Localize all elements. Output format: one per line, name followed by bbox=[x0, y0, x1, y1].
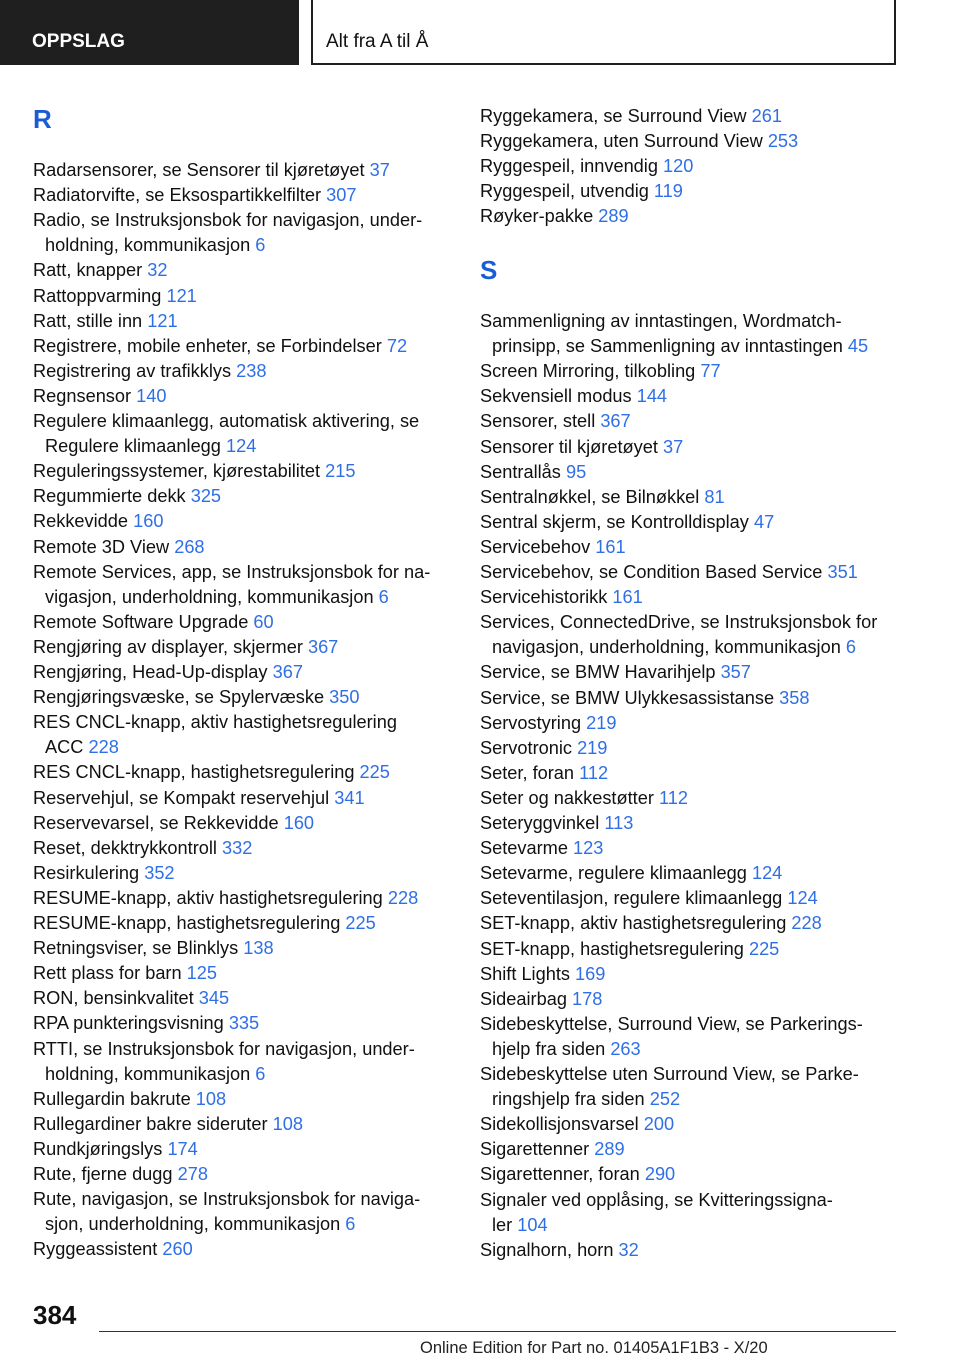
index-entry-text: prinsipp, se Sammenligning av inntastingen 45 bbox=[492, 336, 869, 357]
page-reference-link[interactable]: 289 bbox=[594, 1139, 625, 1160]
index-entry-text: Radarsensorer, se Sensorer til kjøretøyet 37 bbox=[33, 160, 390, 180]
page-reference-link[interactable]: 290 bbox=[644, 1164, 676, 1185]
index-entry-text: Reservevarsel, se Rekkevidde 160 bbox=[33, 812, 315, 833]
page-reference-link[interactable]: 6 bbox=[845, 637, 857, 658]
index-entry-text: Reservehjul, se Kompakt reservehjul 341 bbox=[33, 787, 365, 808]
page-reference-link[interactable]: 37 bbox=[662, 436, 684, 457]
index-entry bbox=[33, 635, 338, 660]
page-reference-link[interactable]: 307 bbox=[326, 185, 357, 206]
index-entry bbox=[33, 309, 178, 334]
index-entry bbox=[33, 158, 390, 183]
index-entry bbox=[480, 911, 822, 936]
index-entry-text: Sentralnøkkel, se Bilnøkkel 81 bbox=[480, 486, 725, 507]
index-entry bbox=[480, 104, 782, 129]
page-reference-link[interactable]: 215 bbox=[325, 461, 356, 482]
index-entry-text: Setevarme, regulere klimaanlegg 124 bbox=[480, 863, 783, 884]
page-reference-link[interactable]: 108 bbox=[272, 1113, 303, 1134]
page-reference-link[interactable]: 6 bbox=[255, 1063, 266, 1084]
page-reference-link[interactable]: 178 bbox=[572, 988, 603, 1009]
index-entry-text: Seter og nakkestøtter 112 bbox=[480, 787, 688, 808]
page-reference-link[interactable]: 121 bbox=[147, 310, 178, 331]
page-reference-link[interactable]: 228 bbox=[88, 737, 119, 758]
index-entry-text: Radiatorvifte, se Eksospartikkelfilter 307 bbox=[33, 185, 357, 206]
index-entry-text: Rattoppvarming 121 bbox=[33, 285, 197, 306]
index-entry-text: RESUME-knapp, hastighetsregulering 225 bbox=[33, 913, 376, 933]
page-reference-link[interactable]: 32 bbox=[618, 1239, 639, 1260]
page-reference-link[interactable]: 81 bbox=[704, 486, 725, 507]
page-reference-link[interactable]: 252 bbox=[649, 1089, 681, 1110]
index-entry-text: Registrering av trafikklys 238 bbox=[33, 360, 267, 381]
index-entry bbox=[33, 710, 397, 760]
index-entry-text: Rengjøring, Head-Up-display 367 bbox=[33, 662, 303, 682]
page-reference-link[interactable]: 113 bbox=[604, 813, 634, 833]
index-entry bbox=[480, 1012, 863, 1062]
index-entry bbox=[33, 811, 314, 836]
page-reference-link[interactable]: 219 bbox=[577, 737, 608, 758]
index-entry bbox=[33, 836, 252, 861]
page-reference-link[interactable]: 352 bbox=[144, 862, 175, 883]
page-reference-link[interactable]: 124 bbox=[787, 888, 818, 909]
page-reference-link[interactable]: 261 bbox=[751, 106, 782, 126]
page-reference-link[interactable]: 263 bbox=[610, 1038, 641, 1059]
index-entry-text: Servicebehov 161 bbox=[480, 536, 626, 557]
index-entry bbox=[480, 1238, 639, 1263]
index-entry bbox=[33, 936, 274, 961]
index-entry bbox=[480, 811, 633, 836]
page-title: Alt fra A til Å bbox=[311, 0, 896, 65]
index-entry-text: Screen Mirroring, tilkobling 77 bbox=[480, 361, 721, 382]
index-entry bbox=[480, 610, 877, 660]
index-entry bbox=[480, 154, 693, 179]
index-entry bbox=[480, 510, 774, 535]
page-reference-link[interactable]: 200 bbox=[643, 1114, 675, 1135]
index-entry bbox=[480, 987, 602, 1012]
index-entry-text: ler 104 bbox=[492, 1214, 548, 1235]
index-entry-text: Rullegardiner bakre sideruter 108 bbox=[33, 1113, 303, 1134]
index-entry bbox=[33, 208, 422, 258]
index-entry-text: RES CNCL-knapp, hastighetsregulering 225 bbox=[33, 762, 390, 783]
page-reference-link[interactable]: 341 bbox=[334, 787, 365, 808]
index-entry bbox=[480, 179, 683, 204]
index-entry bbox=[480, 937, 779, 962]
section-tab: OPPSLAG bbox=[0, 0, 299, 65]
page-reference-link[interactable]: 350 bbox=[329, 687, 360, 708]
page-reference-link[interactable]: 367 bbox=[600, 411, 631, 432]
index-entry-text: Servicebehov, se Condition Based Service 351 bbox=[480, 562, 858, 582]
index-entry-text: Rekkevidde 160 bbox=[33, 511, 164, 532]
index-entry bbox=[33, 685, 360, 710]
index-entry bbox=[480, 1062, 859, 1112]
index-entry bbox=[33, 535, 205, 560]
index-entry bbox=[33, 560, 430, 610]
index-entry bbox=[480, 409, 631, 434]
index-entry bbox=[33, 886, 418, 911]
index-entry-text: Registrere, mobile enheter, se Forbindelser 72 bbox=[33, 335, 408, 356]
index-entry-text: Sensorer til kjøretøyet 37 bbox=[480, 436, 684, 457]
index-entry-text: Sigarettenner, foran 290 bbox=[480, 1164, 676, 1185]
index-entry-text: Sideairbag 178 bbox=[480, 988, 603, 1009]
page-reference-link[interactable]: 47 bbox=[753, 511, 775, 532]
index-entry bbox=[480, 585, 643, 610]
index-entry bbox=[480, 736, 607, 761]
index-entry-text: Rett plass for barn 125 bbox=[33, 963, 218, 984]
page-reference-link[interactable]: 367 bbox=[307, 636, 339, 657]
index-entry bbox=[33, 786, 365, 811]
index-entry-text: RES CNCL-knapp, aktiv hastighetsregulering bbox=[33, 712, 397, 733]
index-entry-text: Service, se BMW Havarihjelp 357 bbox=[480, 662, 751, 683]
page-reference-link[interactable]: 228 bbox=[791, 913, 822, 934]
index-entry-text: Regulere klimaanlegg, automatisk aktivering, se bbox=[33, 411, 420, 431]
index-entry-text: Sammenligning av inntastingen, Wordmatch- bbox=[480, 311, 842, 331]
index-entry-text: Servicehistorikk 161 bbox=[480, 587, 643, 608]
page-reference-link[interactable]: 225 bbox=[345, 913, 376, 933]
page-reference-link[interactable]: 260 bbox=[162, 1239, 193, 1260]
index-entry-text: Shift Lights 169 bbox=[480, 963, 606, 984]
page-reference-link[interactable]: 253 bbox=[767, 131, 799, 152]
index-entry-text: Sidebeskyttelse, Surround View, se Parkerings- bbox=[480, 1013, 863, 1034]
index-entry bbox=[33, 1112, 303, 1137]
index-entry-text: Ryggespeil, innvendig 120 bbox=[480, 156, 694, 177]
page-reference-link[interactable]: 160 bbox=[283, 812, 315, 833]
page-reference-link[interactable]: 268 bbox=[174, 536, 205, 557]
index-entry bbox=[480, 786, 688, 811]
index-entry bbox=[33, 1162, 208, 1187]
index-entry bbox=[480, 129, 798, 154]
index-entry bbox=[480, 962, 605, 987]
index-entry-text: Reset, dekktrykkontroll 332 bbox=[33, 837, 253, 858]
page-reference-link[interactable]: 174 bbox=[167, 1138, 198, 1159]
index-entry-text: Sigarettenner 289 bbox=[480, 1139, 625, 1160]
index-entry bbox=[33, 258, 167, 283]
index-entry bbox=[480, 836, 603, 861]
index-entry bbox=[33, 183, 357, 208]
index-entry bbox=[33, 961, 217, 986]
index-entry-text: Retningsviser, se Blinklys 138 bbox=[33, 938, 274, 959]
index-entry bbox=[480, 1188, 833, 1238]
index-entry bbox=[480, 384, 667, 409]
page-reference-link[interactable]: 125 bbox=[186, 963, 218, 984]
index-entry-text: Regnsensor 140 bbox=[33, 385, 167, 406]
index-entry-text: RESUME-knapp, aktiv hastighetsregulering 228 bbox=[33, 887, 419, 908]
index-entry-text: Rute, fjerne dugg 278 bbox=[33, 1164, 208, 1184]
index-entry-text: Reguleringssystemer, kjørestabilitet 215 bbox=[33, 461, 356, 482]
index-letter-heading: S bbox=[480, 255, 498, 285]
index-entry-text: Røyker-pakke 289 bbox=[480, 206, 629, 227]
index-entry-text: Rute, navigasjon, se Instruksjonsbok for naviga- bbox=[33, 1189, 421, 1210]
index-entry-text: Ryggekamera, uten Surround View 253 bbox=[480, 131, 799, 152]
page-reference-link[interactable]: 357 bbox=[720, 662, 751, 683]
index-entry bbox=[33, 911, 376, 936]
index-entry-text: SET-knapp, aktiv hastighetsregulering 228 bbox=[480, 913, 822, 934]
page-reference-link[interactable]: 144 bbox=[636, 386, 668, 407]
index-entry-text: Sekvensiell modus 144 bbox=[480, 386, 668, 407]
index-entry bbox=[33, 660, 303, 685]
index-entry-text: vigasjon, underholdning, kommunikasjon 6 bbox=[45, 586, 389, 607]
index-entry-text: Ratt, stille inn 121 bbox=[33, 310, 178, 331]
index-entry bbox=[33, 1037, 415, 1087]
index-entry bbox=[33, 284, 197, 309]
index-entry-text: Remote 3D View 268 bbox=[33, 536, 205, 557]
index-entry-text: holdning, kommunikasjon 6 bbox=[45, 235, 266, 256]
index-entry bbox=[480, 686, 810, 711]
page-reference-link[interactable]: 37 bbox=[369, 160, 390, 180]
page-reference-link[interactable]: 345 bbox=[198, 988, 230, 1009]
index-entry-text: Seteventilasjon, regulere klimaanlegg 124 bbox=[480, 888, 818, 909]
index-entry bbox=[480, 886, 818, 911]
page-reference-link[interactable]: 6 bbox=[345, 1214, 356, 1235]
index-entry bbox=[480, 1162, 675, 1187]
page-reference-link[interactable]: 108 bbox=[195, 1088, 227, 1109]
index-entry bbox=[480, 560, 858, 585]
index-entry bbox=[480, 309, 868, 359]
index-entry-text: Remote Software Upgrade 60 bbox=[33, 611, 274, 632]
index-entry-text: Service, se BMW Ulykkesassistanse 358 bbox=[480, 687, 810, 708]
index-entry-text: Rullegardin bakrute 108 bbox=[33, 1088, 227, 1109]
index-entry bbox=[33, 484, 221, 509]
index-entry-text: ACC 228 bbox=[45, 737, 119, 758]
page-reference-link[interactable]: 60 bbox=[253, 611, 274, 632]
page-reference-link[interactable]: 138 bbox=[243, 938, 274, 959]
page-reference-link[interactable]: 123 bbox=[573, 838, 604, 859]
index-entry-text: navigasjon, underholdning, kommunikasjon 6 bbox=[492, 637, 857, 658]
index-entry bbox=[33, 610, 274, 635]
page-reference-link[interactable]: 112 bbox=[579, 762, 609, 783]
index-entry bbox=[480, 204, 629, 229]
index-entry-text: Signalhorn, horn 32 bbox=[480, 1239, 639, 1260]
index-entry-text: hjelp fra siden 263 bbox=[492, 1038, 641, 1059]
page-reference-link[interactable]: 358 bbox=[779, 687, 810, 708]
index-entry bbox=[33, 509, 163, 534]
index-entry-text: Sidekollisjonsvarsel 200 bbox=[480, 1114, 675, 1135]
index-entry-text: ringshjelp fra siden 252 bbox=[492, 1089, 681, 1110]
page-reference-link[interactable]: 228 bbox=[387, 887, 419, 908]
index-entry-text: RTTI, se Instruksjonsbok for navigasjon, under- bbox=[33, 1038, 415, 1059]
page-reference-link[interactable]: 77 bbox=[700, 361, 721, 382]
index-entry-text: Signaler ved opplåsing, se Kvitteringssigna- bbox=[480, 1189, 833, 1210]
index-letter-heading: R bbox=[33, 104, 52, 134]
page-reference-link[interactable]: 161 bbox=[595, 536, 626, 557]
page-reference-link[interactable]: 112 bbox=[658, 787, 688, 808]
index-entry-text: Regulere klimaanlegg 124 bbox=[45, 436, 257, 457]
index-entry bbox=[33, 409, 419, 459]
page-reference-link[interactable]: 289 bbox=[598, 206, 629, 227]
index-entry bbox=[480, 761, 608, 786]
page-reference-link[interactable]: 104 bbox=[517, 1214, 548, 1235]
index-entry bbox=[480, 1137, 625, 1162]
index-entry-text: Ryggekamera, se Surround View 261 bbox=[480, 106, 782, 126]
index-entry bbox=[33, 359, 267, 384]
page-reference-link[interactable]: 225 bbox=[748, 938, 780, 959]
index-entry bbox=[480, 660, 751, 685]
index-entry bbox=[480, 711, 617, 736]
page-reference-link[interactable]: 367 bbox=[272, 662, 303, 682]
index-entry bbox=[480, 460, 586, 485]
index-entry bbox=[33, 760, 390, 785]
index-entry-text: RPA punkteringsvisning 335 bbox=[33, 1013, 260, 1034]
index-entry bbox=[480, 485, 725, 510]
index-entry-text: Servotronic 219 bbox=[480, 737, 608, 758]
index-entry bbox=[33, 384, 167, 409]
page-reference-link[interactable]: 6 bbox=[255, 235, 266, 256]
index-entry-text: Ratt, knapper 32 bbox=[33, 260, 168, 281]
footer-rule bbox=[99, 1331, 896, 1332]
footer-edition: Online Edition for Part no. 01405A1F1B3 - X/20 bbox=[420, 1339, 768, 1357]
index-entry bbox=[33, 861, 175, 886]
index-entry-text: Rengjøringsvæske, se Spylervæske 350 bbox=[33, 687, 360, 708]
page-reference-link[interactable]: 219 bbox=[586, 712, 617, 733]
page-reference-link[interactable]: 45 bbox=[847, 336, 869, 357]
index-entry-text: Servostyring 219 bbox=[480, 712, 617, 733]
index-entry-text: Sentrallås 95 bbox=[480, 461, 587, 482]
page-reference-link[interactable]: 161 bbox=[612, 587, 643, 608]
index-entry-text: Setevarme 123 bbox=[480, 838, 604, 859]
page-reference-link[interactable]: 351 bbox=[827, 562, 858, 582]
page-reference-link[interactable]: 6 bbox=[378, 586, 389, 607]
page-reference-link[interactable]: 169 bbox=[575, 963, 606, 984]
index-entry-text: holdning, kommunikasjon 6 bbox=[45, 1063, 266, 1084]
index-entry bbox=[480, 1112, 674, 1137]
index-entry-text: SET-knapp, hastighetsregulering 225 bbox=[480, 938, 780, 959]
index-entry-text: Seteryggvinkel 113 bbox=[480, 813, 634, 833]
index-entry-text: Ryggeassistent 260 bbox=[33, 1239, 193, 1260]
page-reference-link[interactable]: 238 bbox=[236, 360, 267, 381]
page-reference-link[interactable]: 325 bbox=[190, 486, 222, 507]
index-entry-text: Sidebeskyttelse uten Surround View, se Parke- bbox=[480, 1064, 859, 1084]
index-entry bbox=[33, 459, 356, 484]
index-entry bbox=[33, 1187, 420, 1237]
index-entry bbox=[33, 1087, 226, 1112]
index-entry-text: Resirkulering 352 bbox=[33, 862, 175, 883]
index-entry-text: Sensorer, stell 367 bbox=[480, 411, 631, 432]
page-reference-link[interactable]: 120 bbox=[663, 156, 694, 177]
page-reference-link[interactable]: 124 bbox=[225, 436, 257, 457]
page-reference-link[interactable]: 225 bbox=[359, 762, 390, 783]
index-entry-text: Sentral skjerm, se Kontrolldisplay 47 bbox=[480, 511, 775, 532]
page-number: 384 bbox=[33, 1300, 77, 1330]
page-reference-link[interactable]: 332 bbox=[222, 837, 253, 858]
index-entry-text: Radio, se Instruksjonsbok for navigasjon, under- bbox=[33, 210, 423, 231]
index-entry bbox=[480, 435, 683, 460]
page-reference-link[interactable]: 160 bbox=[133, 511, 164, 532]
index-entry-text: Seter, foran 112 bbox=[480, 762, 609, 783]
index-entry bbox=[33, 986, 229, 1011]
index-entry-text: Rundkjøringslys 174 bbox=[33, 1138, 198, 1159]
page-reference-link[interactable]: 121 bbox=[166, 285, 197, 306]
index-entry-text: Rengjøring av displayer, skjermer 367 bbox=[33, 636, 339, 657]
index-entry bbox=[480, 535, 626, 560]
page-reference-link[interactable]: 119 bbox=[653, 181, 683, 202]
index-entry bbox=[33, 1237, 193, 1262]
index-entry-text: Services, ConnectedDrive, se Instruksjonsbok for bbox=[480, 612, 878, 633]
index-entry bbox=[33, 1137, 198, 1162]
page-reference-link[interactable]: 95 bbox=[565, 461, 587, 482]
index-entry-text: RON, bensinkvalitet 345 bbox=[33, 988, 230, 1009]
index-entry-text: sjon, underholdning, kommunikasjon 6 bbox=[45, 1214, 356, 1235]
index-entry-text: Ryggespeil, utvendig 119 bbox=[480, 181, 683, 202]
index-entry-text: Regummierte dekk 325 bbox=[33, 486, 222, 507]
page-reference-link[interactable]: 278 bbox=[177, 1164, 208, 1184]
page-reference-link[interactable]: 140 bbox=[136, 385, 167, 406]
index-entry bbox=[480, 861, 782, 886]
page-reference-link[interactable]: 32 bbox=[147, 260, 168, 281]
index-entry bbox=[33, 334, 407, 359]
page-reference-link[interactable]: 335 bbox=[228, 1013, 260, 1034]
index-entry bbox=[33, 1011, 259, 1036]
index-entry-text: Remote Services, app, se Instruksjonsbok for na- bbox=[33, 561, 431, 582]
page-reference-link[interactable]: 124 bbox=[751, 863, 783, 884]
page-reference-link[interactable]: 72 bbox=[386, 335, 408, 356]
index-entry bbox=[480, 359, 721, 384]
